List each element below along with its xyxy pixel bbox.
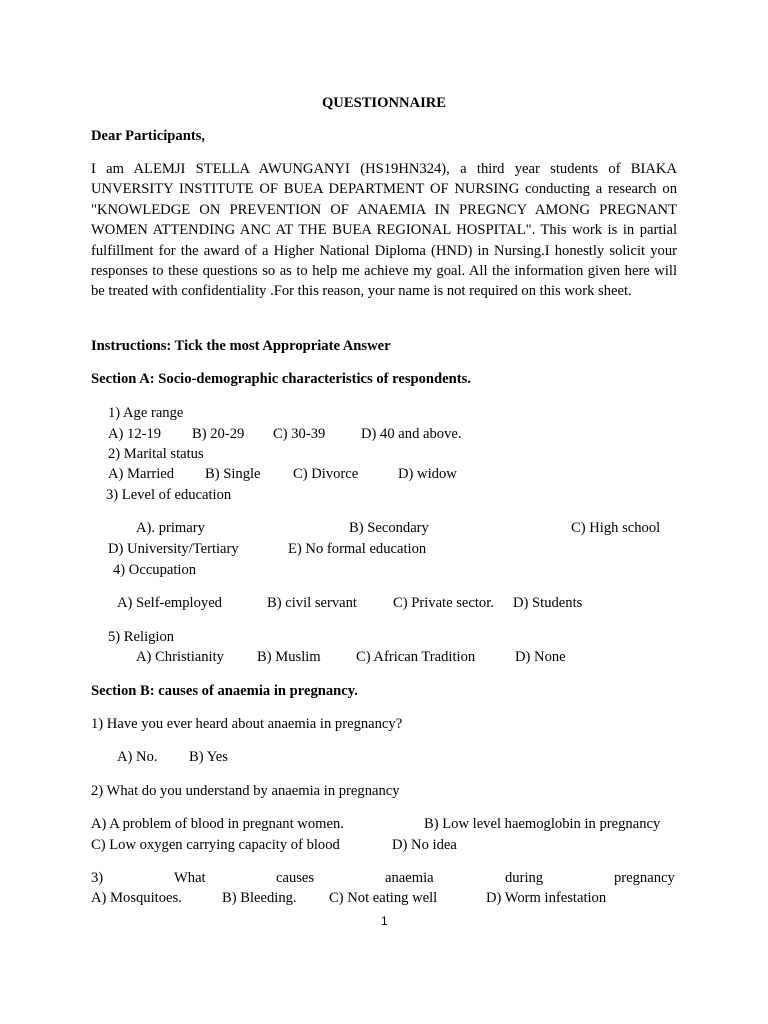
option-marital-b[interactable]: B) Single [205, 466, 261, 482]
option-education-e[interactable]: E) No formal education [288, 541, 427, 557]
option-age-a[interactable]: A) 12-19 [108, 426, 162, 442]
option-education-c[interactable]: C) High school [571, 520, 661, 536]
option-occupation-a[interactable]: A) Self-employed [117, 595, 222, 611]
question-causes-word: pregnancy [614, 870, 675, 886]
option-marital-d[interactable]: D) widow [398, 466, 457, 482]
question-religion: 5) Religion [108, 629, 175, 645]
section-b-heading: Section B: causes of anaemia in pregnancy. [91, 683, 358, 699]
intro-paragraph: I am ALEMJI STELLA AWUNGANYI (HS19HN324), a third year students of BIAKA UNVERSITY INSTITUTE OF BUEA DEPARTMENT OF NURSING conducting a research on "KNOWLEDGE ON PREVENTION OF ANAEMIA IN PREGNCY AMONG PREGNANT WOMEN ATTENDING ANC AT THE BUEA REGIONAL HOSPITAL". This work is in partial fulfillment for the award of a Higher National Diploma (HND) in Nursing.I honestly solicit your responses to these questions so as to help me achieve my goal. All the information given here will be treated with confidentiality .For this reason, your name is not required on this work sheet. [91, 161, 677, 300]
option-causes-d[interactable]: D) Worm infestation [486, 890, 607, 906]
option-understand-c[interactable]: C) Low oxygen carrying capacity of blood [91, 837, 340, 853]
question-education: 3) Level of education [106, 487, 232, 503]
option-marital-c[interactable]: C) Divorce [293, 466, 359, 482]
option-understand-a[interactable]: A) A problem of blood in pregnant women. [91, 816, 344, 832]
question-heard-anaemia: 1) Have you ever heard about anaemia in pregnancy? [91, 716, 403, 732]
question-causes-word: causes [276, 870, 315, 886]
option-education-b[interactable]: B) Secondary [349, 520, 429, 536]
option-marital-a[interactable]: A) Married [108, 466, 175, 482]
option-causes-b[interactable]: B) Bleeding. [222, 890, 297, 906]
option-understand-b[interactable]: B) Low level haemoglobin in pregnancy [424, 816, 661, 832]
option-heard-b[interactable]: B) Yes [189, 749, 228, 765]
question-age-range: 1) Age range [108, 405, 184, 421]
option-education-a[interactable]: A). primary [136, 520, 205, 536]
option-causes-a[interactable]: A) Mosquitoes. [91, 890, 182, 906]
option-occupation-d[interactable]: D) Students [513, 595, 583, 611]
option-religion-b[interactable]: B) Muslim [257, 649, 321, 665]
question-causes-word: anaemia [385, 870, 434, 886]
question-understand-anaemia: 2) What do you understand by anaemia in pregnancy [91, 783, 400, 799]
question-causes-word: What [174, 870, 206, 886]
greeting: Dear Participants, [91, 128, 206, 144]
question-causes-word: 3) [91, 870, 104, 886]
option-occupation-b[interactable]: B) civil servant [267, 595, 357, 611]
option-age-c[interactable]: C) 30-39 [273, 426, 326, 442]
option-heard-a[interactable]: A) No. [117, 749, 158, 765]
option-age-d[interactable]: D) 40 and above. [361, 426, 462, 442]
question-occupation: 4) Occupation [113, 562, 197, 578]
option-religion-d[interactable]: D) None [515, 649, 566, 665]
instructions: Instructions: Tick the most Appropriate Answer [91, 338, 391, 354]
page-title: QUESTIONNAIRE [321, 95, 447, 111]
option-education-d[interactable]: D) University/Tertiary [108, 541, 239, 557]
section-a-heading: Section A: Socio-demographic characteristics of respondents. [91, 371, 471, 387]
option-understand-d[interactable]: D) No idea [392, 837, 457, 853]
option-age-b[interactable]: B) 20-29 [192, 426, 245, 442]
option-religion-a[interactable]: A) Christianity [136, 649, 224, 665]
option-occupation-c[interactable]: C) Private sector. [393, 595, 494, 611]
question-marital-status: 2) Marital status [108, 446, 204, 462]
question-causes-word: during [505, 870, 544, 886]
option-religion-c[interactable]: C) African Tradition [356, 649, 476, 665]
option-causes-c[interactable]: C) Not eating well [329, 890, 438, 906]
page-number: 1 [381, 914, 388, 928]
